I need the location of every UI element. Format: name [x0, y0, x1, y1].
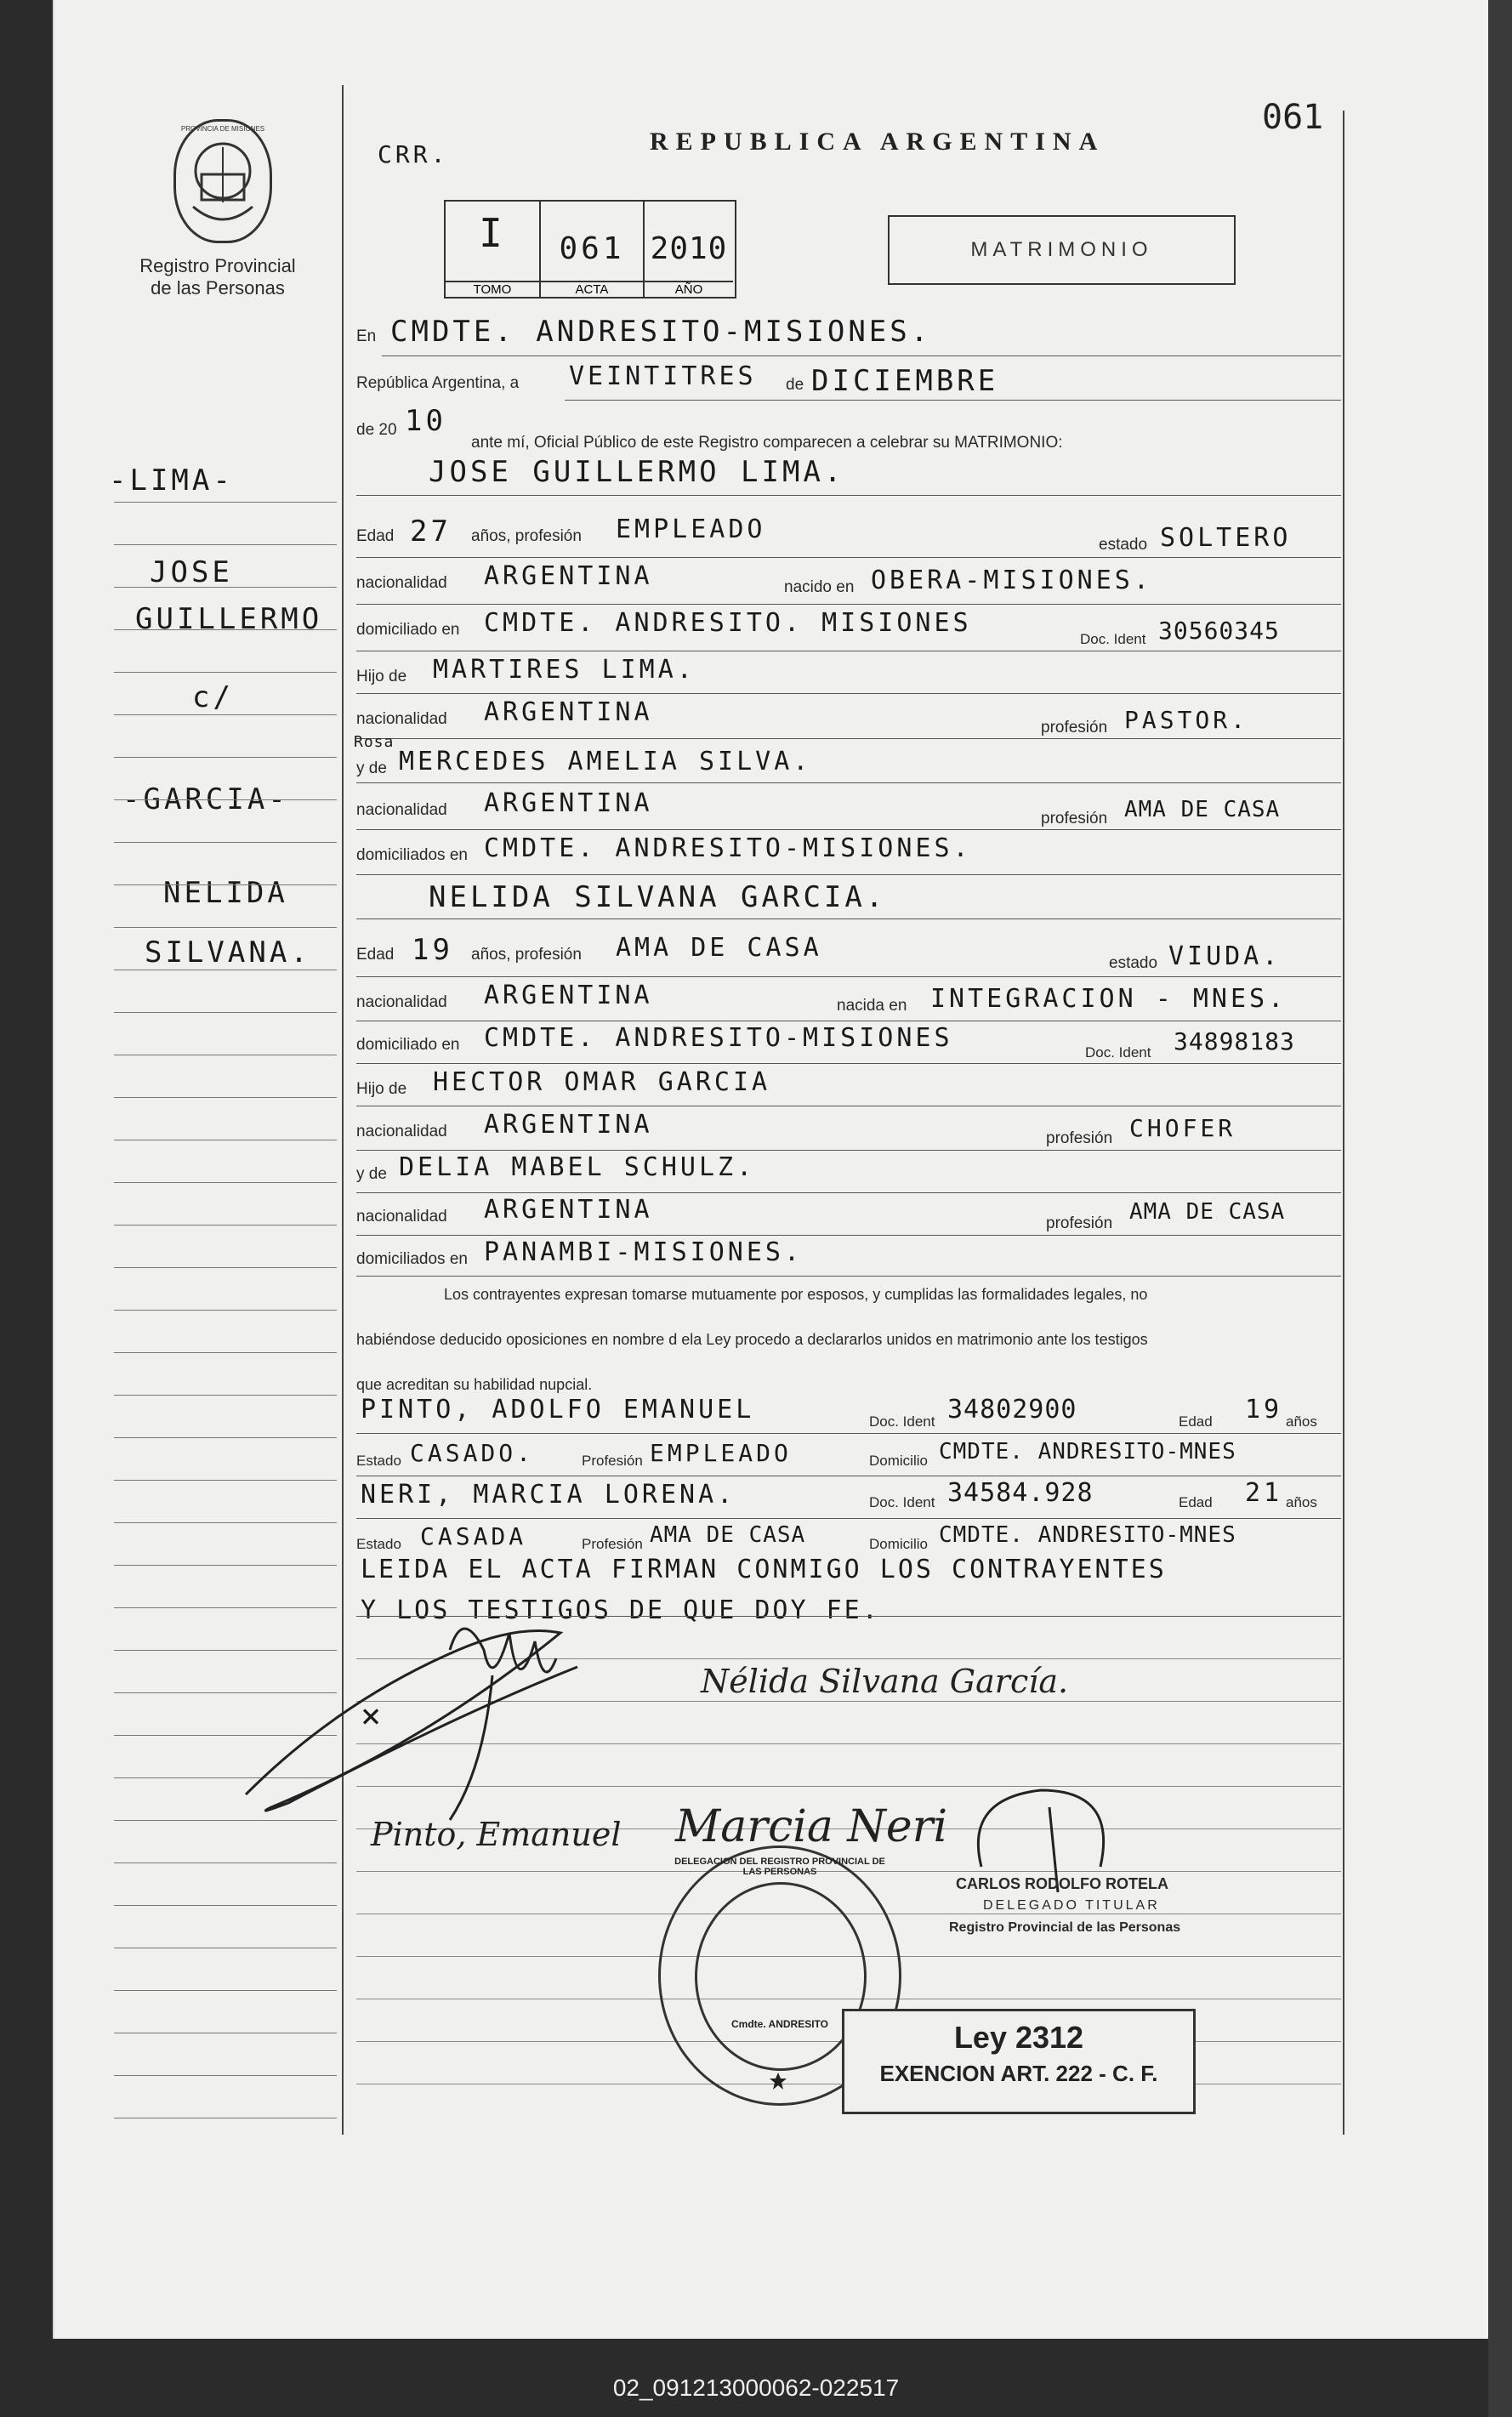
provincial-seal	[173, 119, 272, 243]
bride-mother-profession: AMA DE CASA	[1129, 1199, 1286, 1225]
year-prefix: de 20	[356, 421, 397, 439]
rule	[356, 1433, 1341, 1434]
margin-rule	[114, 544, 337, 545]
bride-profession: AMA DE CASA	[616, 933, 822, 963]
ley-line-2: EXENCION ART. 222 - C. F.	[879, 2061, 1158, 2086]
legal-line-2: habiéndose deducido oposiciones en nombre d ela Ley procedo a declararlos unidos en matrimonio ante los testigos	[356, 1331, 1148, 1348]
nacionalidad-label: nacionalidad	[356, 1123, 447, 1140]
edad-label: Edad	[356, 946, 395, 964]
officer-title: DELEGADO TITULAR	[983, 1898, 1160, 1913]
book-spine	[1488, 0, 1512, 2417]
bride-signature: Nélida Silvana García.	[701, 1663, 1069, 1700]
domiciliados-label: domiciliados en	[356, 846, 468, 864]
witness-2-signature: Marcia Neri	[675, 1801, 948, 1852]
bride-father-profession: CHOFER	[1129, 1114, 1236, 1142]
domicilio-label: Domicilio	[869, 1453, 928, 1469]
ley-line-1: Ley 2312	[953, 2020, 1084, 2055]
margin-rule	[114, 1565, 337, 1566]
act-place: CMDTE. ANDRESITO-MISIONES.	[390, 315, 932, 349]
estado-label: estado	[1099, 536, 1148, 554]
profesion-label: profesión	[1041, 719, 1108, 736]
margin-rule	[114, 714, 337, 715]
margin-rule	[114, 1352, 337, 1353]
act-day: VEINTITRES	[569, 361, 757, 391]
bride-name: NELIDA SILVANA GARCIA.	[429, 880, 887, 914]
margin-rule	[114, 1395, 337, 1396]
doc-label: Doc. Ident	[869, 1494, 935, 1510]
ano-label: AÑO	[645, 281, 733, 297]
profesion-cap-label: Profesión	[582, 1453, 643, 1469]
de-label: de	[786, 376, 804, 394]
bride-born: INTEGRACION - MNES.	[930, 984, 1287, 1014]
bride-estado: VIUDA.	[1168, 941, 1282, 971]
groom-father-nationality: ARGENTINA	[484, 697, 653, 727]
margin-rule	[114, 672, 337, 673]
margin-rule	[114, 1522, 337, 1523]
republica-label: República Argentina, a	[356, 374, 520, 392]
rule	[356, 918, 1341, 919]
margin-rule	[114, 1012, 337, 1013]
bride-father-nationality: ARGENTINA	[484, 1110, 653, 1140]
rule	[356, 1192, 1341, 1193]
legal-line-3: que acreditan su habilidad nupcial.	[356, 1376, 593, 1393]
margin-conj: c/	[192, 680, 234, 714]
margin-surname-1: -LIMA-	[109, 463, 234, 498]
groom-born: OBERA-MISIONES.	[871, 566, 1152, 595]
edad-label: Edad	[356, 527, 395, 545]
margin-rule	[114, 1905, 337, 1906]
margin-rule	[114, 629, 337, 630]
groom-mother-profession: AMA DE CASA	[1124, 797, 1281, 822]
witness-1-doc: 34802900	[947, 1395, 1077, 1425]
year-suffix: 10	[405, 404, 446, 438]
estado-cap-label: Estado	[356, 1453, 401, 1469]
bride-doc: 34898183	[1174, 1027, 1295, 1055]
margin-rule	[114, 1310, 337, 1311]
hijo-label: Hijo de	[356, 1080, 407, 1098]
margin-rule	[114, 1990, 337, 1991]
acta-cell	[541, 202, 645, 297]
profesion-cap-label: Profesión	[582, 1536, 643, 1552]
anos-small-label: años	[1286, 1494, 1317, 1510]
register-page	[53, 0, 1512, 2339]
doc-label: Doc. Ident	[1080, 631, 1146, 647]
bride-domicile: CMDTE. ANDRESITO-MISIONES	[484, 1023, 953, 1053]
rule	[356, 1518, 1341, 1519]
domiciliados-label: domiciliados en	[356, 1250, 468, 1268]
closing-line-2: Y LOS TESTIGOS DE QUE DOY FE.	[361, 1595, 880, 1625]
act-type-box	[888, 215, 1236, 285]
margin-rule	[114, 1182, 337, 1183]
margin-rule	[114, 799, 337, 800]
x-mark: ×	[361, 1697, 385, 1736]
margin-rule	[114, 1267, 337, 1268]
ano-cell	[645, 202, 733, 297]
rule	[356, 1150, 1341, 1151]
margin-given-1a: JOSE	[150, 555, 233, 589]
margin-rule	[114, 757, 337, 758]
margin-rule	[114, 587, 337, 588]
domiciliado-label: domiciliado en	[356, 1036, 460, 1054]
margin-given-2a: NELIDA	[163, 876, 288, 910]
nacionalidad-label: nacionalidad	[356, 1208, 447, 1226]
right-margin-line	[1343, 111, 1344, 2135]
registry-name: Registro Provincial de las Personas	[139, 255, 296, 299]
nacionalidad-label: nacionalidad	[356, 801, 447, 819]
margin-rule	[114, 927, 337, 928]
rule	[356, 976, 1341, 977]
witness-2-estado: CASADA	[420, 1522, 527, 1550]
profesion-label: profesión	[1041, 810, 1108, 827]
anos-profesion-label: años, profesión	[471, 946, 582, 964]
witness-1-domicile: CMDTE. ANDRESITO-MNES	[939, 1439, 1236, 1464]
profesion-label: profesión	[1046, 1214, 1113, 1232]
en-label: En	[356, 327, 377, 345]
yde-label: y de	[356, 759, 387, 777]
nacido-label: nacido en	[784, 578, 855, 596]
bride-nationality: ARGENTINA	[484, 981, 653, 1010]
acta-label: ACTA	[541, 281, 643, 297]
tomo-value: I	[479, 210, 506, 256]
rule	[356, 829, 1341, 830]
groom-parents-domicile: CMDTE. ANDRESITO-MISIONES.	[484, 833, 972, 863]
nacionalidad-label: nacionalidad	[356, 993, 447, 1011]
groom-father: MARTIRES LIMA.	[433, 655, 696, 685]
domiciliado-label: domiciliado en	[356, 621, 460, 639]
groom-name: JOSE GUILLERMO LIMA.	[429, 455, 845, 489]
bride-parents-domicile: PANAMBI-MISIONES.	[484, 1237, 804, 1267]
edad-small-label: Edad	[1179, 1413, 1213, 1430]
nacida-label: nacida en	[837, 997, 907, 1015]
groom-father-profession: PASTOR.	[1124, 706, 1249, 734]
intro-text: ante mí, Oficial Público de este Registro comparecen a celebrar su MATRIMONIO:	[471, 434, 1063, 452]
groom-nationality: ARGENTINA	[484, 561, 653, 591]
margin-surname-2: -GARCIA-	[122, 782, 289, 816]
rule	[356, 557, 1341, 558]
rosa-note: Rosa	[354, 733, 395, 751]
hijo-label: Hijo de	[356, 668, 407, 685]
rule	[356, 1276, 1341, 1277]
margin-rule	[114, 884, 337, 885]
ley-stamp	[842, 2009, 1196, 2114]
groom-profession: EMPLEADO	[616, 515, 766, 544]
rule	[356, 738, 1341, 739]
anos-profesion-label: años, profesión	[471, 527, 582, 545]
margin-rule	[114, 842, 337, 843]
star-icon	[768, 2071, 788, 2091]
witness-1-name: PINTO, ADOLFO EMANUEL	[361, 1395, 755, 1425]
bride-father: HECTOR OMAR GARCIA	[433, 1067, 771, 1097]
witness-2-doc: 34584.928	[947, 1478, 1094, 1508]
witness-2-name: NERI, MARCIA LORENA.	[361, 1480, 736, 1510]
officer-name: CARLOS RODOLFO ROTELA	[956, 1875, 1168, 1892]
image-code: 02_091213000062-022517	[612, 2374, 900, 2401]
page-number: 061	[1262, 98, 1324, 137]
delegation-seal-inner	[695, 1882, 867, 2071]
groom-estado: SOLTERO	[1160, 523, 1292, 553]
groom-mother: MERCEDES AMELIA SILVA.	[399, 747, 812, 776]
margin-rule	[114, 1225, 337, 1226]
anos-small-label: años	[1286, 1413, 1317, 1430]
rule	[565, 400, 1341, 401]
bride-mother-nationality: ARGENTINA	[484, 1195, 653, 1225]
witness-1-signature: Pinto, Emanuel	[371, 1816, 622, 1853]
coat-of-arms-icon	[176, 122, 270, 241]
margin-rule	[114, 502, 337, 503]
seal-inner-text: Cmdte. ANDRESITO	[730, 2018, 828, 2030]
yde-label: y de	[356, 1165, 387, 1183]
bride-mother: DELIA MABEL SCHULZ.	[399, 1152, 756, 1182]
witness-1-profession: EMPLEADO	[650, 1439, 792, 1467]
margin-given-2b: SILVANA.	[145, 936, 311, 970]
crr-label: CRR.	[378, 140, 449, 168]
seal-lettering: PROVINCIA DE MISIONES	[180, 125, 265, 133]
officer-org: Registro Provincial de las Personas	[949, 1920, 1181, 1935]
rule	[356, 782, 1341, 783]
ano-value: 2010	[650, 231, 728, 266]
rule	[356, 604, 1341, 605]
groom-doc: 30560345	[1158, 617, 1280, 645]
act-month: DICIEMBRE	[811, 364, 999, 398]
margin-rule	[114, 2075, 337, 2076]
profesion-label: profesión	[1046, 1129, 1113, 1147]
tomo-cell	[446, 202, 541, 297]
nacionalidad-label: nacionalidad	[356, 574, 447, 592]
estado-cap-label: Estado	[356, 1536, 401, 1552]
witness-2-domicile: CMDTE. ANDRESITO-MNES	[939, 1522, 1236, 1548]
margin-rule	[114, 1097, 337, 1098]
margin-rule	[114, 1480, 337, 1481]
witness-1-estado: CASADO.	[410, 1439, 535, 1467]
edad-small-label: Edad	[1179, 1494, 1213, 1510]
rule	[356, 495, 1341, 496]
bride-age: 19	[412, 933, 453, 967]
rule	[356, 1235, 1341, 1236]
legal-line-1: Los contrayentes expresan tomarse mutuamente por esposos, y cumplidas las formalidades legales, no	[444, 1286, 1148, 1303]
rule	[356, 874, 1341, 875]
margin-rule	[114, 1437, 337, 1438]
doc-label: Doc. Ident	[1085, 1044, 1151, 1061]
seal-outer-text: DELEGACION DEL REGISTRO PROVINCIAL DE LAS PERSONAS	[674, 1857, 885, 1877]
acta-value: 061	[559, 231, 625, 266]
groom-domicile: CMDTE. ANDRESITO. MISIONES	[484, 608, 972, 638]
witness-2-profession: AMA DE CASA	[650, 1522, 806, 1548]
country-title: REPUBLICA ARGENTINA	[650, 128, 1106, 156]
doc-label: Doc. Ident	[869, 1413, 935, 1430]
domicilio-label: Domicilio	[869, 1536, 928, 1552]
closing-line-1: LEIDA EL ACTA FIRMAN CONMIGO LOS CONTRAYENTES	[361, 1555, 1167, 1584]
estado-label: estado	[1109, 954, 1158, 972]
witness-1-age: 19	[1245, 1395, 1283, 1425]
margin-given-1b: GUILLERMO	[135, 602, 323, 636]
witness-2-age: 21	[1245, 1478, 1283, 1508]
rule	[382, 355, 1341, 356]
rule	[356, 1063, 1341, 1064]
tomo-acta-ano-box	[444, 200, 736, 299]
nacionalidad-label: nacionalidad	[356, 710, 447, 728]
tomo-label: TOMO	[446, 281, 539, 297]
groom-mother-nationality: ARGENTINA	[484, 788, 653, 818]
act-type: MATRIMONIO	[970, 238, 1153, 261]
groom-signature	[237, 1599, 713, 1828]
groom-age: 27	[410, 515, 452, 549]
rule	[356, 693, 1341, 694]
